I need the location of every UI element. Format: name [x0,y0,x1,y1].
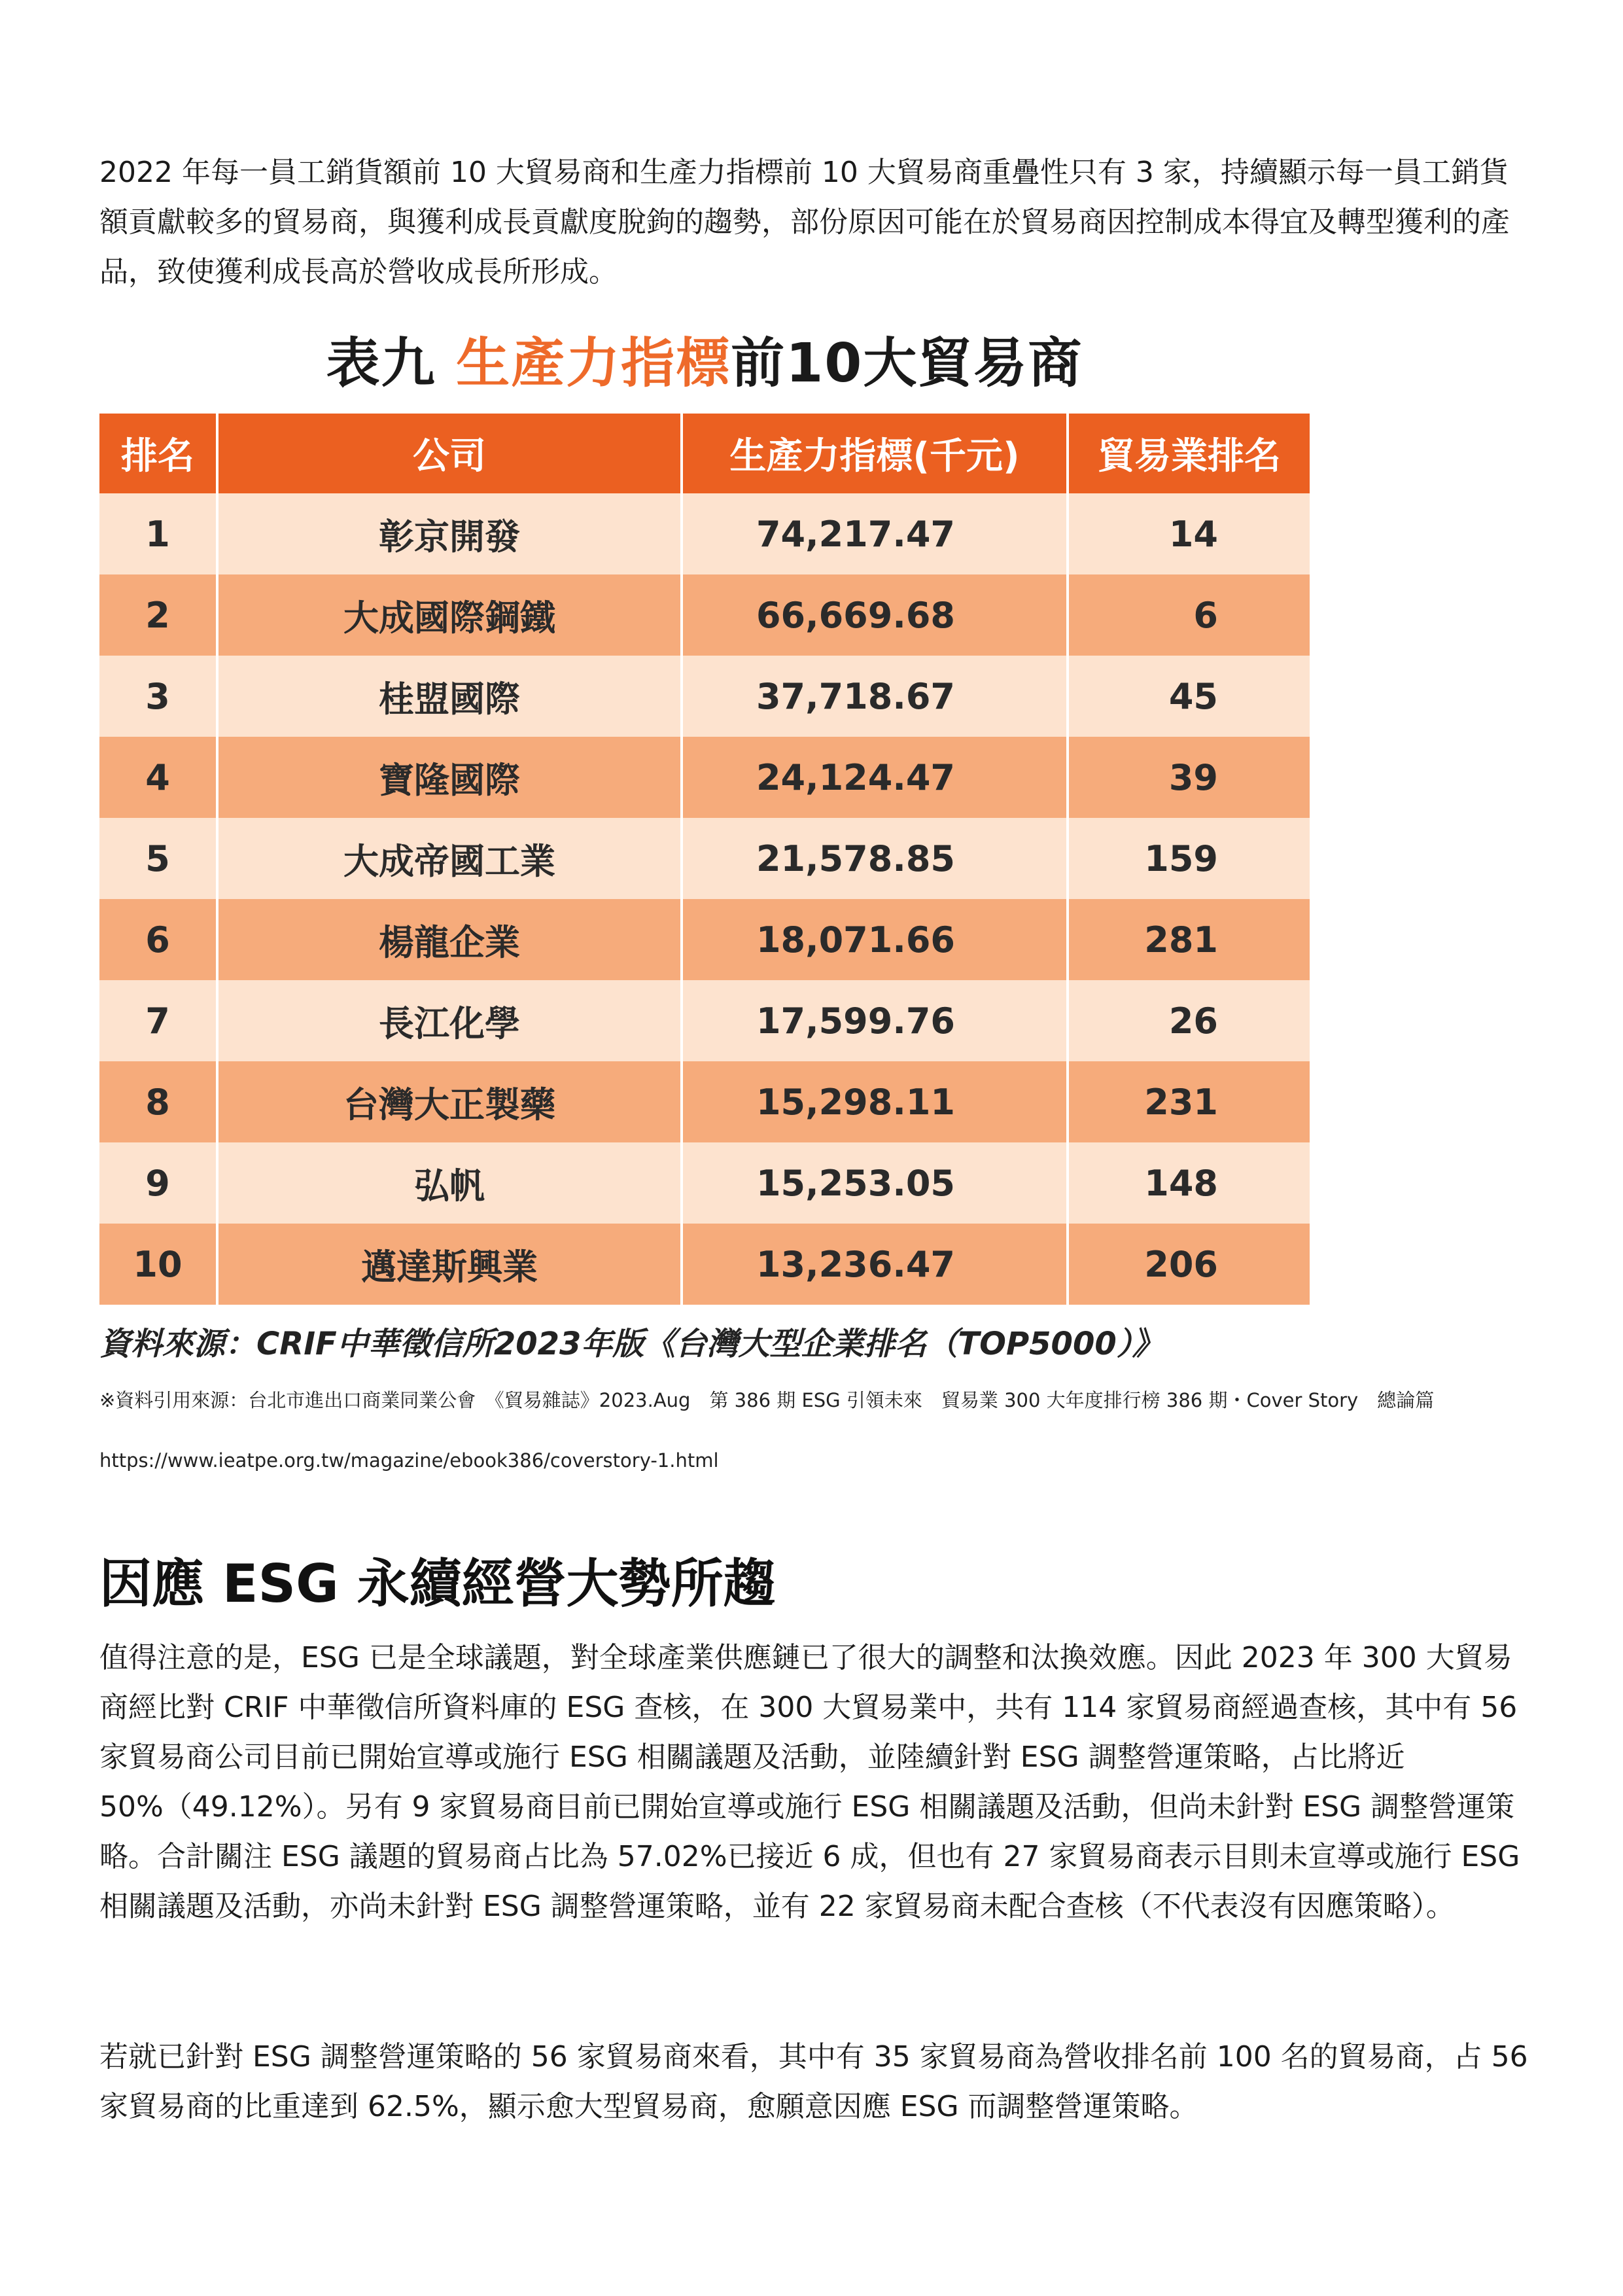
cell-productivity-index: 17,599.76 [682,980,1068,1061]
table-row [99,818,1310,899]
reference-note: ※資料引用來源：台北市進出口商業同業公會 《貿易雜誌》2023.Aug 第 386 期 ESG 引領未來 貿易業 300 大年度排行榜 386 期・Cover Story 總論篇 [99,1389,1435,1411]
cell-trade-rank: 231 [1068,1061,1310,1142]
cell-company: 彰京開發 [217,493,682,574]
cell-rank: 6 [99,899,217,980]
table-title-prefix: 表九 [326,332,457,395]
table-row [99,1061,1310,1142]
cell-company: 大成帝國工業 [217,818,682,899]
reference-url: https://www.ieatpe.org.tw/magazine/ebook386/coverstory-1.html [99,1449,719,1472]
cell-productivity-index: 13,236.47 [682,1224,1068,1305]
cell-company: 楊龍企業 [217,899,682,980]
cell-company: 寶隆國際 [217,737,682,818]
table-header-row [99,414,1310,493]
cell-productivity-index: 66,669.68 [682,574,1068,656]
cell-trade-rank: 281 [1068,899,1310,980]
cell-productivity-index: 37,718.67 [682,656,1068,737]
header-productivity-index: 生產力指標(千元) [682,414,1068,493]
table-row [99,493,1310,574]
cell-rank: 10 [99,1224,217,1305]
table-row [99,1224,1310,1305]
productivity-ranking-table [99,414,1310,1305]
table-row [99,980,1310,1061]
table-row [99,574,1310,656]
table-source-note: 資料來源：CRIF中華徵信所2023年版《台灣大型企業排名（TOP5000）》 [99,1326,1164,1362]
cell-trade-rank: 148 [1068,1142,1310,1224]
cell-productivity-index: 15,253.05 [682,1142,1068,1224]
table-row [99,656,1310,737]
header-company: 公司 [217,414,682,493]
cell-company: 桂盟國際 [217,656,682,737]
cell-rank: 5 [99,818,217,899]
cell-rank: 8 [99,1061,217,1142]
section-heading: 因應 ESG 永續經營大勢所趨 [99,1553,776,1614]
header-trade-rank: 貿易業排名 [1068,414,1310,493]
cell-rank: 4 [99,737,217,818]
cell-productivity-index: 24,124.47 [682,737,1068,818]
cell-trade-rank: 26 [1068,980,1310,1061]
cell-company: 弘帆 [217,1142,682,1224]
table-row [99,1142,1310,1224]
cell-company: 邁達斯興業 [217,1224,682,1305]
table-title [99,318,1310,410]
cell-trade-rank: 14 [1068,493,1310,574]
table-title-suffix: 前10大貿易商 [731,332,1083,395]
cell-rank: 2 [99,574,217,656]
cell-productivity-index: 18,071.66 [682,899,1068,980]
cell-company: 大成國際鋼鐵 [217,574,682,656]
cell-trade-rank: 159 [1068,818,1310,899]
cell-rank: 9 [99,1142,217,1224]
cell-rank: 3 [99,656,217,737]
cell-rank: 1 [99,493,217,574]
esg-paragraph-2: 若就已針對 ESG 調整營運策略的 56 家貿易商來看，其中有 35 家貿易商為營收排名前 100 名的貿易商，占 56 家貿易商的比重達到 62.5%，顯示愈大型貿易商，愈願意因應 ESG 而調整營運策略。 [99,2040,1528,2123]
cell-productivity-index: 74,217.47 [682,493,1068,574]
cell-trade-rank: 206 [1068,1224,1310,1305]
intro-paragraph: 2022 年每一員工銷貨額前 10 大貿易商和生產力指標前 10 大貿易商重疊性只有 3 家，持續顯示每一員工銷貨額貢獻較多的貿易商，與獲利成長貢獻度脫鉤的趨勢，部份原因可能在於貿易商因控制成本得宜及轉型獲利的產品，致使獲利成長高於營收成長所形成。 [99,156,1510,289]
table-row [99,899,1310,980]
table-title-highlight: 生產力指標 [456,332,731,395]
cell-rank: 7 [99,980,217,1061]
cell-company: 台灣大正製藥 [217,1061,682,1142]
table-row [99,737,1310,818]
cell-trade-rank: 39 [1068,737,1310,818]
cell-productivity-index: 21,578.85 [682,818,1068,899]
cell-productivity-index: 15,298.11 [682,1061,1068,1142]
cell-trade-rank: 6 [1068,574,1310,656]
cell-trade-rank: 45 [1068,656,1310,737]
cell-company: 長江化學 [217,980,682,1061]
esg-paragraph-1: 值得注意的是，ESG 已是全球議題，對全球產業供應鏈已了很大的調整和汰換效應。因此 2023 年 300 大貿易商經比對 CRIF 中華徵信所資料庫的 ESG 查核，在 300 大貿易業中，共有 114 家貿易商經過查核，其中有 56 家貿易商公司目前已開始宣導或施行 ESG 相關議題及活動，並陸續針對 ESG 調整營運策略，占比將近 50%（49.12%）。另有 9 家貿易商目前已開始宣導或施行 ESG 相關議題及活動，但尚未針對 ESG 調整營運策略。合計關注 ESG 議題的貿易商占比為 57.02%已接近 6 成，但也有 27 家貿易商表示目則未宣導或施行 ESG 相關議題及活動，亦尚未針對 ESG 調整營運策略，並有 22 家貿易商未配合查核（不代表沒有因應策略）。 [99,1641,1520,1923]
header-rank: 排名 [99,414,217,493]
